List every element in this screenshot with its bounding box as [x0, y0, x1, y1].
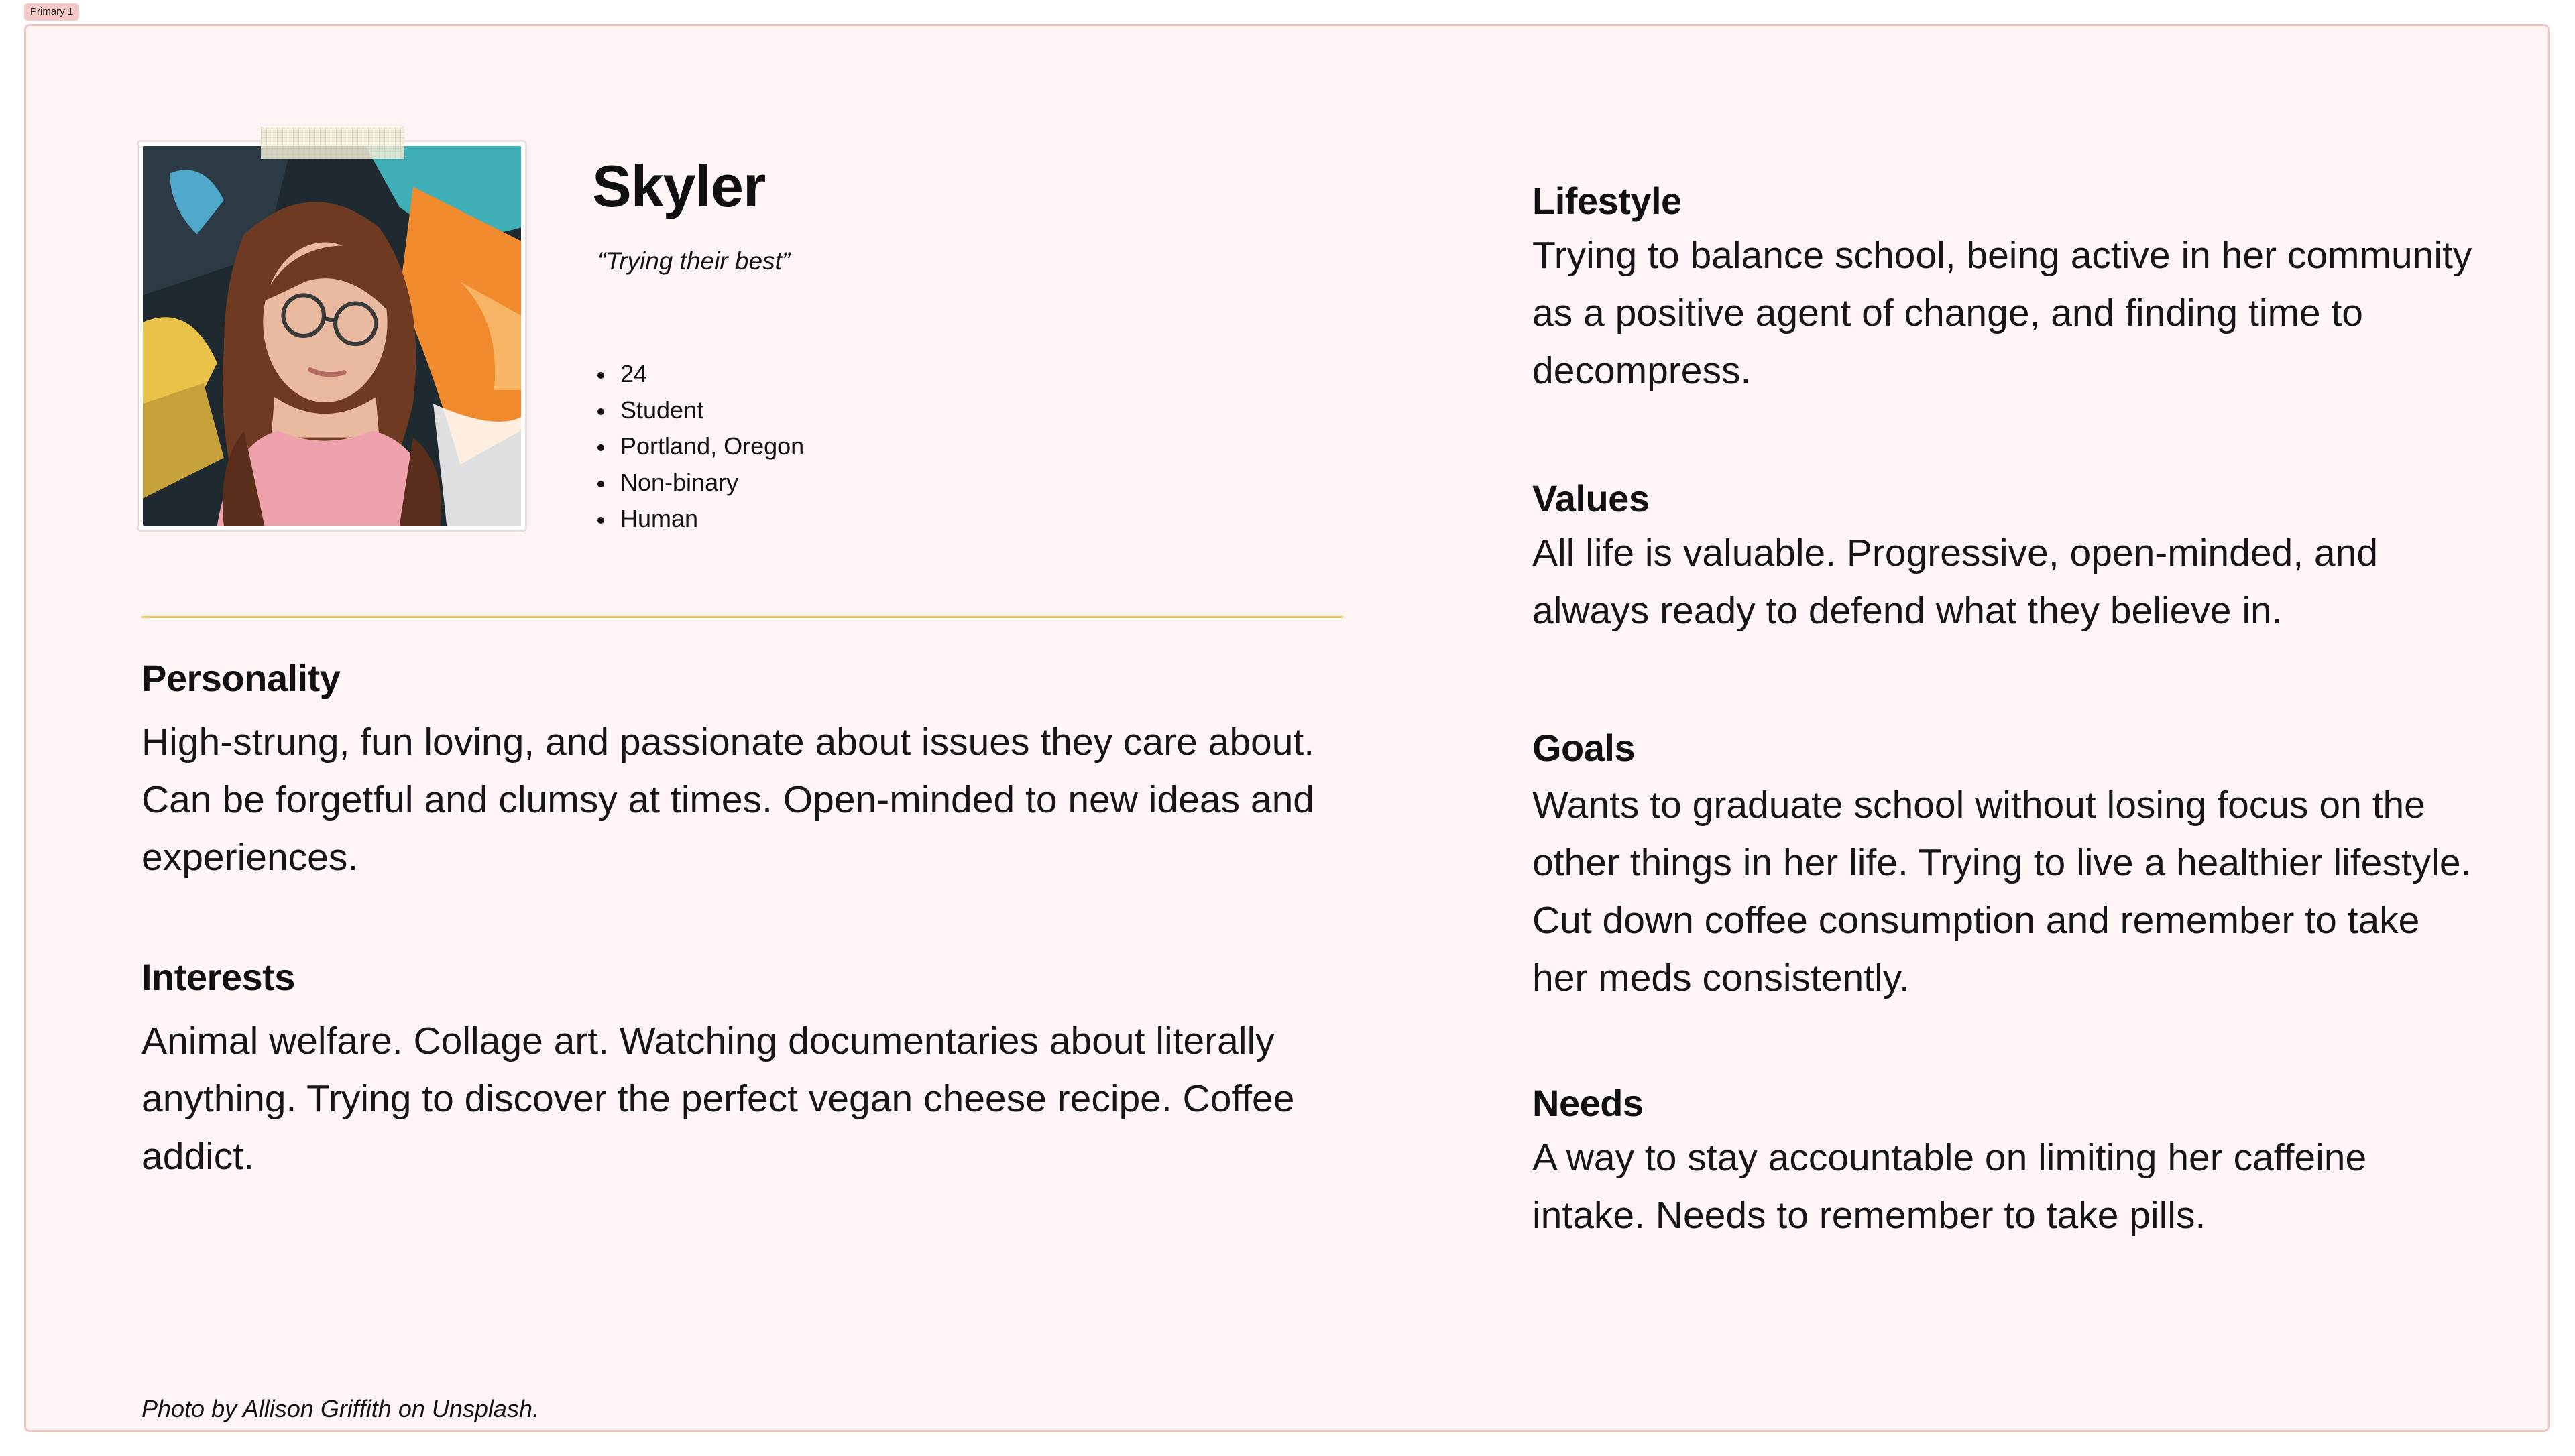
persona-photo-card [137, 140, 527, 532]
section-heading: Lifestyle [1532, 180, 1682, 222]
section-body: All life is valuable. Progressive, open-minded, and always ready to defend what they believe in. [1532, 532, 2379, 632]
frame-label[interactable]: Primary 1 [24, 3, 79, 21]
section-body: Wants to graduate school without losing focus on the other things in her life. Trying to live a healthier lifestyle. Cut down coffee consumption and remember to take her meds consistently. [1532, 784, 2472, 999]
section-personality [141, 656, 1362, 886]
divider-line [141, 616, 1343, 618]
section-body: Trying to balance school, being active in her community as a positive agent of change, and finding time to decompress. [1532, 234, 2472, 392]
fact-gender: Non-binary [597, 465, 804, 501]
section-heading: Personality [141, 657, 341, 699]
section-needs [1532, 1081, 2484, 1244]
persona-name: Skyler [592, 153, 766, 219]
section-lifestyle [1532, 179, 2484, 400]
tape-strip [261, 127, 404, 159]
section-values [1532, 477, 2484, 640]
persona-frame [24, 24, 2550, 1432]
portrait-image [143, 146, 521, 526]
section-heading: Values [1532, 477, 1650, 520]
section-goals [1532, 726, 2484, 1007]
persona-photo [143, 146, 521, 526]
fact-occupation: Student [597, 392, 804, 428]
section-interests [141, 955, 1362, 1185]
persona-facts-list [597, 356, 804, 537]
fact-species: Human [597, 501, 804, 537]
fact-location: Portland, Oregon [597, 428, 804, 465]
fact-age: 24 [597, 356, 804, 392]
section-body: A way to stay accountable on limiting her caffeine intake. Needs to remember to take pills. [1532, 1136, 2367, 1237]
photo-credit: Photo by Allison Griffith on Unsplash. [141, 1395, 539, 1422]
section-body: High-strung, fun loving, and passionate about issues they care about. Can be forgetful and clumsy at times. Open-minded to new ideas and experiences. [141, 721, 1315, 879]
section-body: Animal welfare. Collage art. Watching documentaries about literally anything. Trying to discover the perfect vegan cheese recipe. Coffee addict. [141, 1020, 1295, 1178]
section-heading: Needs [1532, 1082, 1644, 1124]
section-heading: Goals [1532, 727, 1636, 769]
section-heading: Interests [141, 956, 295, 998]
persona-quote: “Trying their best” [597, 247, 791, 275]
